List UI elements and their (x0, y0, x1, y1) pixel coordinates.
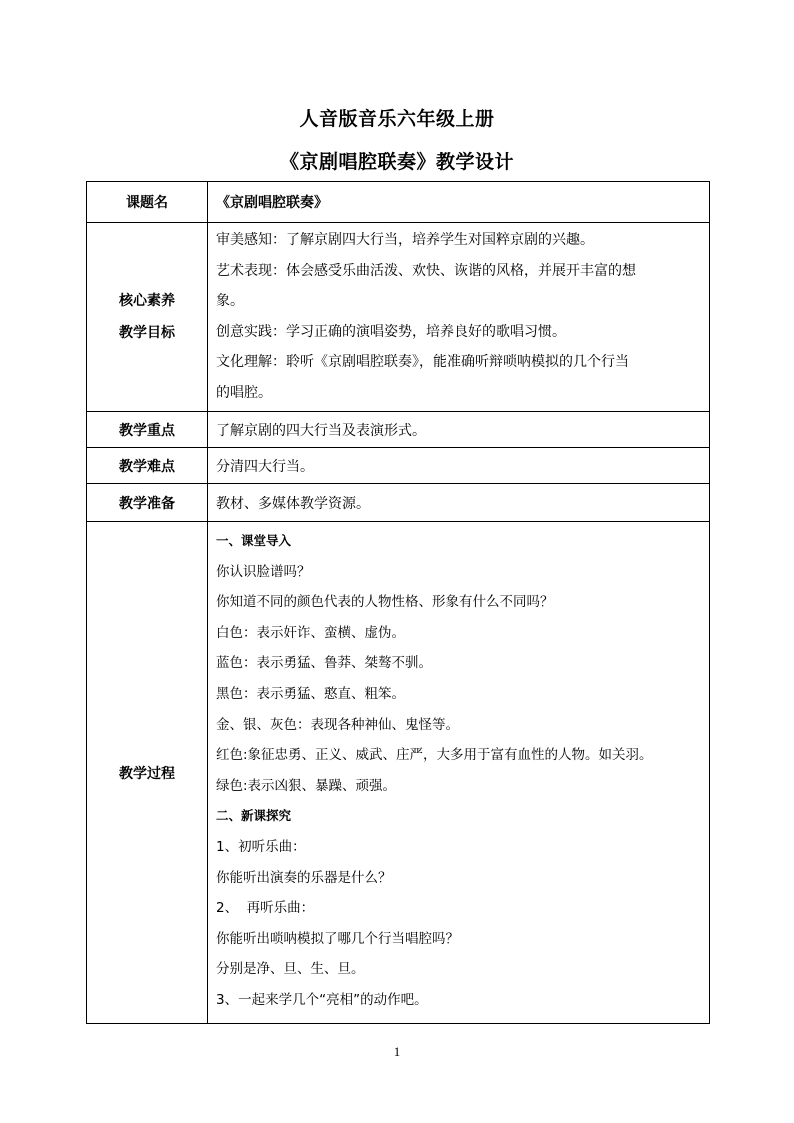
goal-line: 艺术表现：体会感受乐曲活泼、欢快、诙谐的风格，并展开丰富的想 (216, 262, 636, 279)
process-line: 2、 再听乐曲： (216, 900, 315, 917)
process-line: 绿色:表示凶狠、暴躁、顽强。 (216, 777, 397, 794)
process-line: 你能听出唢呐模拟了哪几个行当唱腔吗？ (216, 930, 459, 947)
row-goals (87, 223, 710, 412)
process-line: 3、一起来学几个“亮相”的动作吧。 (216, 991, 428, 1008)
preparation-value: 教材、多媒体教学资源。 (208, 484, 710, 522)
goals-content (208, 223, 710, 412)
goal-line: 的唱腔。 (216, 384, 272, 401)
goals-label (87, 223, 208, 412)
goal-line: 创意实践：学习正确的演唱姿势，培养良好的歌唱习惯。 (216, 323, 566, 340)
goals-label-line2: 教学目标 (119, 325, 175, 341)
process-label: 教学过程 (87, 522, 208, 1024)
goals-label-line1: 核心素养 (119, 293, 175, 309)
goal-line: 文化理解：聆听《京剧唱腔联奏》，能准确听辩唢呐模拟的几个行当 (216, 354, 629, 371)
topic-label: 课题名 (87, 182, 208, 223)
process-line: 黑色：表示勇猛、憨直、粗笨。 (216, 685, 405, 702)
process-content (208, 522, 710, 1024)
row-topic (87, 182, 710, 223)
row-key-points (87, 412, 710, 448)
process-line: 红色:象征忠勇、正义、威武、庄严，大多用于富有血性的人物。如关羽。 (216, 747, 653, 764)
process-line: 你能听出演奏的乐器是什么？ (216, 869, 392, 886)
key-points-value: 了解京剧的四大行当及表演形式。 (208, 412, 710, 448)
goal-line: 审美感知：了解京剧四大行当，培养学生对国粹京剧的兴趣。 (216, 232, 594, 248)
process-heading: 二、新课探究 (216, 808, 292, 824)
process-line: 分别是净、旦、生、旦。 (216, 961, 365, 978)
row-process (87, 522, 710, 1024)
document-subtitle: 《京剧唱腔联奏》教学设计 (279, 151, 514, 173)
page-number: 1 (393, 1044, 401, 1059)
process-line: 蓝色：表示勇猛、鲁莽、桀骜不驯。 (216, 655, 432, 672)
goal-line: 象。 (216, 293, 244, 310)
key-points-label: 教学重点 (87, 412, 208, 448)
process-line: 1、初听乐曲： (216, 838, 306, 855)
lesson-plan-table (86, 181, 710, 1024)
row-preparation (87, 484, 710, 522)
topic-value: 《京剧唱腔联奏》 (208, 182, 710, 223)
difficulties-label: 教学难点 (87, 448, 208, 484)
preparation-label: 教学准备 (87, 484, 208, 522)
process-line: 金、银、灰色：表现各种神仙、鬼怪等。 (216, 716, 459, 733)
difficulties-value: 分清四大行当。 (208, 448, 710, 484)
process-line: 你知道不同的颜色代表的人物性格、形象有什么不同吗？ (216, 594, 554, 611)
document-title: 人音版音乐六年级上册 (299, 108, 495, 130)
row-difficulties (87, 448, 710, 484)
process-heading: 一、课堂导入 (216, 533, 292, 548)
process-line: 你认识脸谱吗？ (216, 563, 311, 580)
process-line: 白色：表示奸诈、蛮横、虚伪。 (216, 624, 405, 641)
